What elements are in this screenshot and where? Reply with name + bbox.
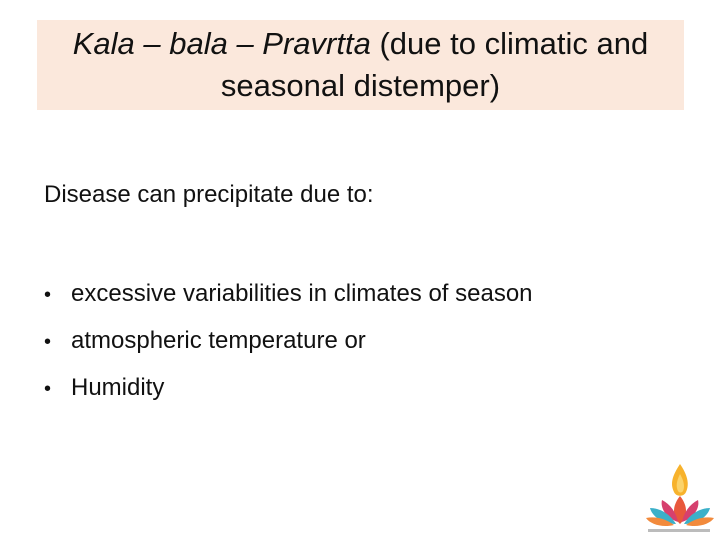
bullet-item bbox=[44, 271, 533, 318]
logo-base-line bbox=[648, 529, 710, 532]
bullet-icon: • bbox=[44, 284, 52, 306]
bullet-text: atmospheric temperature or bbox=[71, 327, 366, 354]
bullet-list bbox=[44, 271, 533, 412]
bullet-icon: • bbox=[44, 378, 52, 400]
bullet-text: Humidity bbox=[71, 374, 165, 401]
bullet-item bbox=[44, 318, 533, 365]
bullet-icon: • bbox=[44, 331, 52, 353]
bullet-item bbox=[44, 365, 533, 412]
intro-text: Disease can precipitate due to: bbox=[44, 181, 374, 208]
title-banner bbox=[37, 20, 684, 110]
lamp-flame-lotus-logo bbox=[642, 462, 714, 538]
bullet-text: excessive variabilities in climates of season bbox=[71, 280, 533, 307]
title-italic-part: Kala – bala – Pravrtta bbox=[72, 26, 371, 61]
title-normal-part: (due to climatic and seasonal distemper) bbox=[220, 26, 649, 103]
slide-title bbox=[41, 23, 681, 107]
